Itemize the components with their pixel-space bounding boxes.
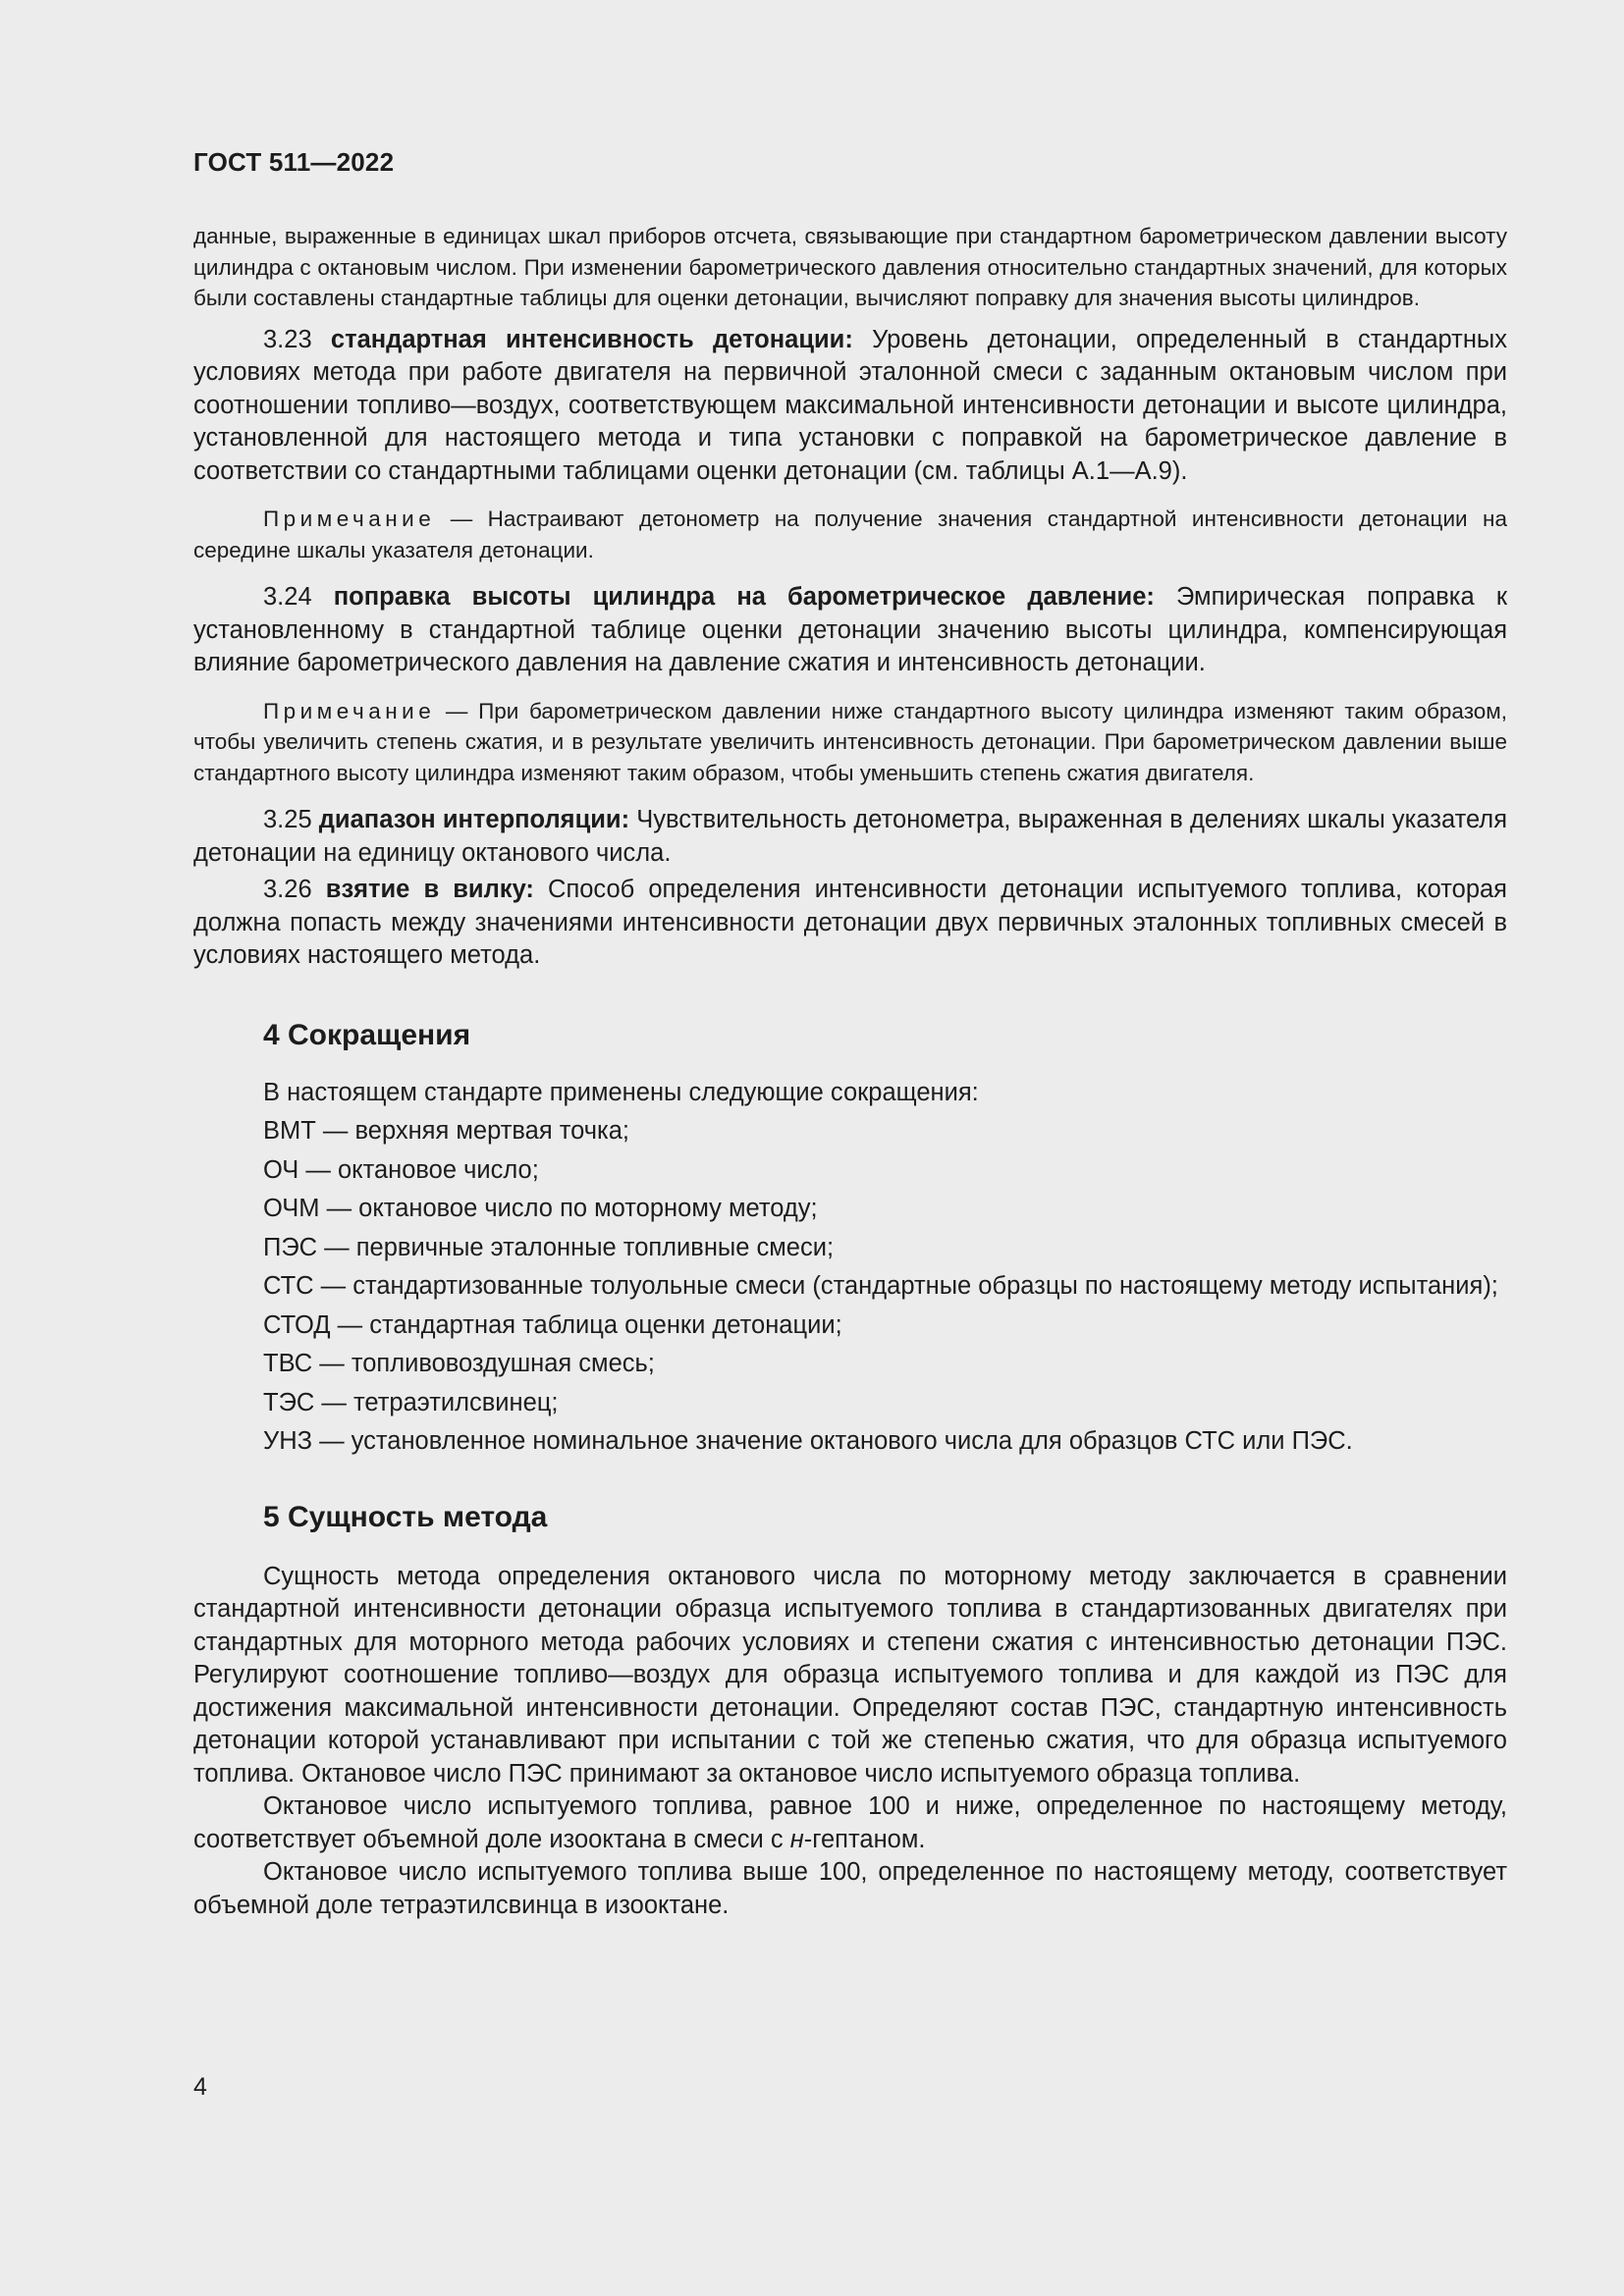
definition-text: Эмпирическая поправка к установленному в стандартной таблице оценки детонации значению высоты цилиндра, компенсирующая влияние барометрического давления на давление сжатия и интенсивность детонации. [193, 583, 1507, 676]
definition-text: Чувствительность детонометра, выраженная в делениях шкалы указателя детонации на единицу октанового числа. [193, 806, 1507, 867]
definition-text: Способ определения интенсивности детонации испытуемого топлива, которая должна попасть между значениями интенсивности детонации двух первичных эталонных топливных смесей в условиях настоящего метода. [193, 876, 1507, 969]
section-4-heading: 4 Сокращения [263, 1018, 471, 1051]
abbreviation-item: ПЭС — первичные эталонные топливные смеси; [263, 1233, 835, 1261]
paragraph-text: Октановое число испытуемого топлива, равное 100 и ниже, определенное по настоящему методу, соответствует объемной доле изооктана в смеси с [193, 1792, 1507, 1853]
definition-number: 3.26 [263, 876, 312, 903]
abbreviation-item: СТС — стандартизованные толуольные смеси (стандартные образцы по настоящему методу испытания); [263, 1272, 1498, 1300]
definition-term: поправка высоты цилиндра на барометрическое давление: [333, 583, 1155, 611]
definition-term: стандартная интенсивность детонации: [330, 325, 853, 353]
abbreviation-item: ОЧ — октановое число; [263, 1155, 539, 1184]
document-header: ГОСТ 511—2022 [193, 147, 395, 177]
definition-3-25 [193, 804, 1507, 870]
definition-text: Уровень детонации, определенный в стандартных условиях метода при работе двигателя на первичной эталонной смеси с заданным октановым числом при соотношении топливо—воздух, соответствующем максимальной интенсивности детонации и высоте цилиндра, установленной для настоящего метода и типа установки с поправкой на барометрическое давление в соответствии со стандартными таблицами оценки детонации (см. таблицы А.1—А.9). [193, 325, 1507, 485]
definition-term: взятие в вилку: [325, 876, 534, 903]
section-5-paragraph-1: Сущность метода определения октанового числа по моторному методу заключается в сравнении стандартной интенсивности детонации образца испытуемого топлива в стандартизованных двигателях при стандартных для моторного метода рабочих условиях и степени сжатия с интенсивностью детонации ПЭС. Регулируют соотношение топливо—воздух для образца испытуемого топлива и для каждой из ПЭС для достижения максимальной интенсивности детонации. Определяют состав ПЭС, стандартную интенсивность детонации которой устанавливают при испытании с той же степенью сжатия, что для образца испытуемого топлива. Октановое число ПЭС принимают за октановое число испытуемого образца топлива. [193, 1562, 1507, 1788]
note-text: — Настраивают детонометр на получение значения стандартной интенсивности детонации на середине шкалы указателя детонации. [193, 507, 1507, 562]
section-5-heading: 5 Сущность метода [263, 1500, 548, 1533]
continued-paragraph: данные, выраженные в единицах шкал приборов отсчета, связывающие при стандартном барометрическом давлении высоту цилиндра с октановым числом. При изменении барометрического давления относительно стандартных значений, для которых были составлены стандартные таблицы для оценки детонации, вычисляют поправку для значения высоты цилиндров. [193, 224, 1507, 310]
definition-term: диапазон интерполяции: [318, 806, 630, 833]
note-1 [193, 504, 1507, 565]
abbreviation-item: ТЭС — тетраэтилсвинец; [263, 1388, 559, 1416]
abbreviation-item: ТВС — топливовоздушная смесь; [263, 1350, 655, 1377]
definition-number: 3.23 [263, 325, 312, 353]
page-number: 4 [193, 2073, 207, 2101]
definition-number: 3.24 [263, 583, 312, 611]
abbreviation-item: УНЗ — установленное номинальное значение октанового числа для образцов СТС или ПЭС. [263, 1427, 1353, 1455]
italic-prefix: н [789, 1825, 804, 1853]
definition-number: 3.25 [263, 806, 312, 833]
section-5-paragraph-2 [193, 1790, 1507, 1856]
abbreviations-intro: В настоящем стандарте применены следующие сокращения: [263, 1078, 979, 1106]
abbreviation-item: ВМТ — верхняя мертвая точка; [263, 1117, 629, 1145]
note-label: Примечание [263, 698, 436, 723]
note-text: — При барометрическом давлении ниже стандартного высоту цилиндра изменяют таким образом, чтобы увеличить степень сжатия, и в результате увеличить интенсивность детонации. При барометрическом давлении выше стандартного высоту цилиндра изменяют таким образом, чтобы уменьшить степень сжатия двигателя. [193, 698, 1507, 785]
abbreviation-item: СТОД — стандартная таблица оценки детонации; [263, 1310, 842, 1339]
section-5-paragraph-3: Октановое число испытуемого топлива выше 100, определенное по настоящему методу, соответствует объемной доле тетраэтилсвинца в изооктане. [193, 1858, 1507, 1919]
abbreviation-item: ОЧМ — октановое число по моторному методу; [263, 1195, 818, 1222]
note-label: Примечание [263, 507, 436, 531]
note-2 [193, 696, 1507, 789]
paragraph-text: -гептаном. [803, 1825, 926, 1853]
definition-3-23 [193, 324, 1507, 489]
definition-3-26 [193, 874, 1507, 973]
definition-3-24 [193, 581, 1507, 680]
document-page [193, 147, 1507, 1922]
